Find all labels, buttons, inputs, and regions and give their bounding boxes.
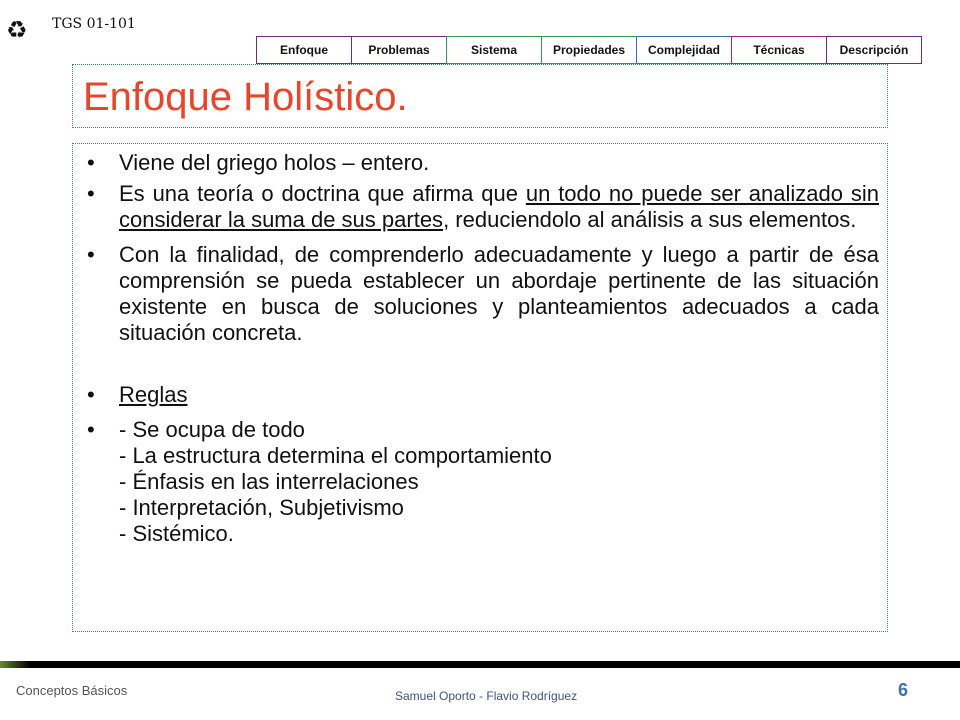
rule-item: - Interpretación, Subjetivismo [119,495,404,520]
tab-problemas[interactable]: Problemas [351,36,447,64]
footer-bar [0,661,960,668]
bullet-rules-list [87,417,879,547]
underlined-definition: un todo no puede ser analizado sin considerar la suma de sus partes [119,181,879,232]
bullet-purpose: • Con la finalidad, de comprenderlo adecuadamente y luego a partir de ésa comprensión se pueda establecer un abordaje pertinente de las situación existente en busca de soluciones y planteamientos adecuados a cada situación concreta. [87,242,879,346]
bullet-origin: • Viene del griego holos – entero. [87,150,879,176]
footer-authors: Samuel Oporto - Flavio Rodríguez [395,689,578,703]
rule-item: • - Se ocupa de todo [119,417,305,442]
bullet-definition: • Es una teoría o doctrina que afirma que un todo no puede ser analizado sin considerar la suma de sus partes, reduciendolo al análisis a sus elementos. [87,181,879,233]
tab-descripcion[interactable]: Descripción [826,36,922,64]
title-box [72,64,888,128]
tab-complejidad[interactable]: Complejidad [636,36,732,64]
tab-propiedades[interactable]: Propiedades [541,36,637,64]
recycle-icon: ♻ [6,17,28,44]
tab-tecnicas[interactable]: Técnicas [731,36,827,64]
slide-nav [257,36,922,64]
tab-sistema[interactable]: Sistema [446,36,542,64]
content-box [72,143,888,632]
rule-item: - Sistémico. [119,521,234,546]
rule-item: - Énfasis en las interrelaciones [119,469,419,494]
bullet-list [87,150,879,547]
course-code: TGS 01-101 [52,16,136,32]
footer-section-label: Conceptos Básicos [16,683,128,698]
footer-accent [0,661,30,668]
bullet-rules-heading: • Reglas [87,382,879,408]
page-number: 6 [898,680,909,700]
tab-enfoque[interactable]: Enfoque [256,36,352,64]
slide-title: Enfoque Holístico. [83,75,408,119]
rule-item: - La estructura determina el comportamiento [119,443,552,468]
